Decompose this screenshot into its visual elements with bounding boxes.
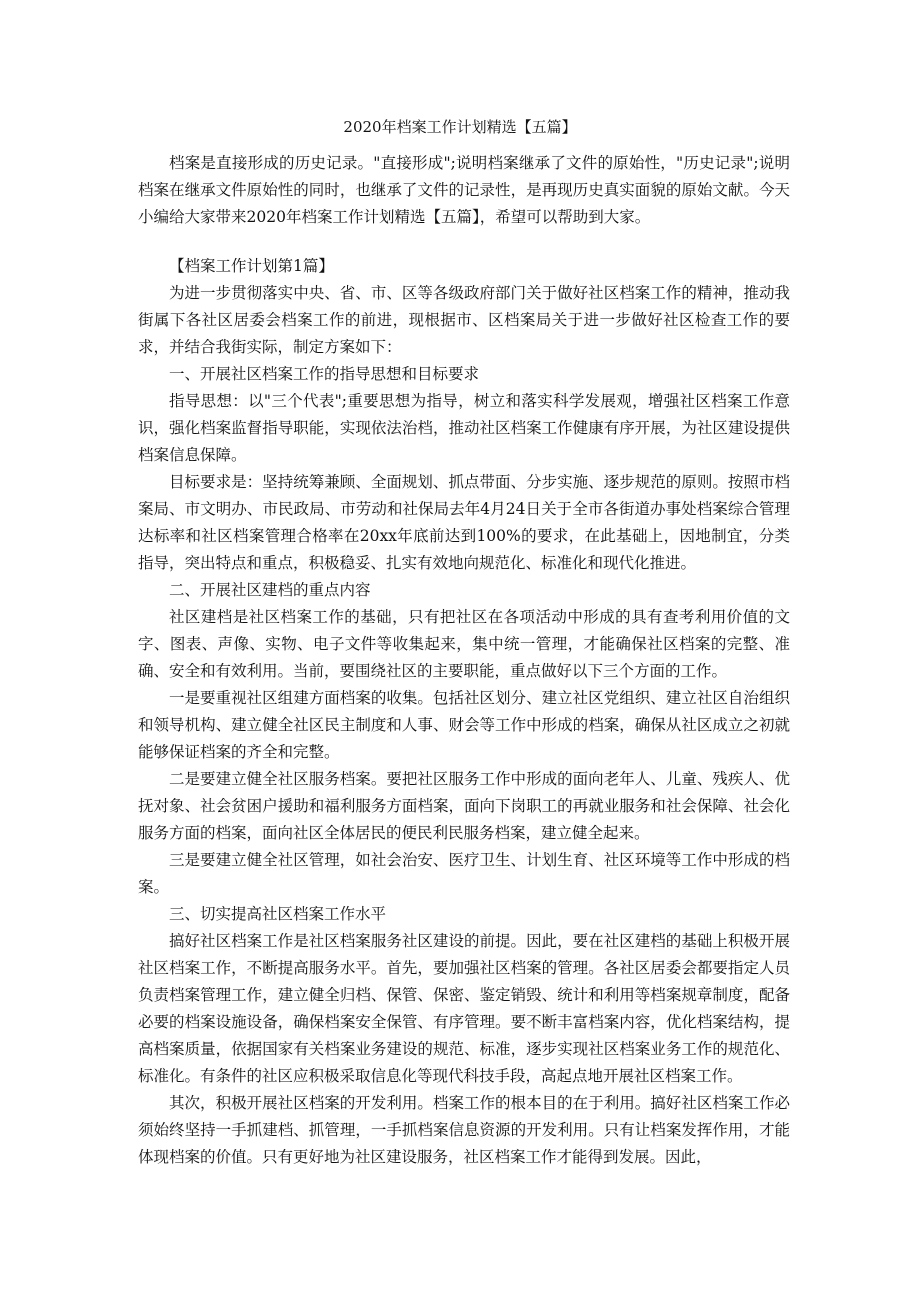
section-heading: 二、开展社区建档的重点内容 [169,581,371,599]
section-heading: 一、开展社区档案工作的指导思想和目标要求 [169,365,480,383]
body-paragraph: 三是要建立健全社区管理，如社会治安、医疗卫生、计划生育、社区环境等工作中形成的档案。 [138,851,790,896]
section-heading: 三、切实提高社区档案工作水平 [169,905,387,923]
body-paragraph: 搞好社区档案工作是社区档案服务社区建设的前提。因此，要在社区建档的基础上积极开展社区档案工作，不断提高服务水平。首先，要加强社区档案的管理。各社区居委会都要指定人员负责档案管理工作，建立健全归档、保管、保密、鉴定销毁、统计和利用等档案规章制度，配备必要的档案设施设备，确保档案安全保管、有序管理。要不断丰富档案内容，优化档案结构，提高档案质量，依据国家有关档案业务建设的规范、标准，逐步实现社区档案业务工作的规范化、标准化。有条件的社区应积极采取信息化等现代科技手段，高起点地开展社区档案工作。 [138,932,790,1085]
body-paragraph: 一是要重视社区组建方面档案的收集。包括社区划分、建立社区党组织、建立社区自治组织和领导机构、建立健全社区民主制度和人事、财会等工作中形成的档案，确保从社区成立之初就能够保证档案的齐全和完整。 [138,689,790,761]
body-paragraph: 为进一步贯彻落实中央、省、市、区等各级政府部门关于做好社区档案工作的精神，推动我街属下各社区居委会档案工作的前进，现根据市、区档案局关于进一步做好社区检查工作的要求，并结合我街实际，制定方案如下： [138,284,790,356]
body-paragraph: 二是要建立健全社区服务档案。要把社区服务工作中形成的面向老年人、儿童、残疾人、优抚对象、社会贫困户援助和福利服务方面档案，面向下岗职工的再就业服务和社会保障、社会化服务方面的档案，面向社区全体居民的便民利民服务档案，建立健全起来。 [138,770,790,842]
body-paragraph: 社区建档是社区档案工作的基础，只有把社区在各项活动中形成的具有查考利用价值的文字、图表、声像、实物、电子文件等收集起来，集中统一管理，才能确保社区档案的完整、准确、安全和有效利用。当前，要围绕社区的主要职能，重点做好以下三个方面的工作。 [138,608,790,680]
document-title: 2020年档案工作计划精选【五篇】 [343,118,577,136]
document-body [138,150,790,1171]
intro-paragraph: 档案是直接形成的历史记录。"直接形成";说明档案继承了文件的原始性，"历史记录";说明档案在继承文件原始性的同时，也继承了文件的记录性，是再现历史真实面貌的原始文献。今天小编给大家带来2020年档案工作计划精选【五篇】，希望可以帮助到大家。 [138,154,790,226]
body-paragraph: 目标要求是：坚持统筹兼顾、全面规划、抓点带面、分步实施、逐步规范的原则。按照市档案局、市文明办、市民政局、市劳动和社保局去年4月24日关于全市各街道办事处档案综合管理达标率和社区档案管理合格率在20xx年底前达到100%的要求，在此基础上，因地制宜，分类指导，突出特点和重点，积极稳妥、扎实有效地向规范化、标准化和现代化推进。 [138,473,790,572]
body-paragraph: 其次，积极开展社区档案的开发利用。档案工作的根本目的在于利用。搞好社区档案工作必须始终坚持一手抓建档、抓管理，一手抓档案信息资源的开发利用。只有让档案发挥作用，才能体现档案的价值。只有更好地为社区建设服务，社区档案工作才能得到发展。因此， [138,1094,790,1166]
body-paragraph: 指导思想：以"三个代表";重要思想为指导，树立和落实科学发展观，增强社区档案工作意识，强化档案监督指导职能，实现依法治档，推动社区档案工作健康有序开展，为社区建设提供档案信息保障。 [138,392,790,464]
section-heading-plan-1: 【档案工作计划第1篇】 [169,257,334,275]
